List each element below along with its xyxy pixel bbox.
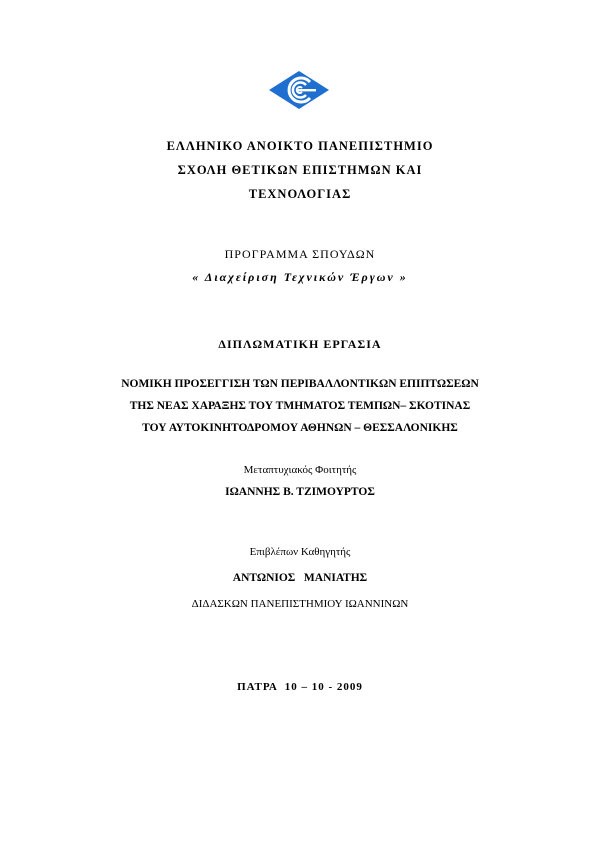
student-label: Μεταπτυχιακός Φοιτητής — [243, 464, 357, 476]
program-heading: ΠΡΟΓΡΑΜΜΑ ΣΠΟΥΔΩΝ — [224, 247, 376, 261]
university-logo-icon — [268, 70, 330, 110]
thesis-title-line3: ΤΟΥ ΑΥΤΟΚΙΝΗΤΟΔΡΟΜΟΥ ΑΘΗΝΩΝ – ΘΕΣΣΑΛΟΝΙΚΗΣ — [142, 422, 458, 434]
school-name-line2: ΤΕΧΝΟΛΟΓΙΑΣ — [248, 187, 352, 201]
school-name-line1: ΣΧΟΛΗ ΘΕΤΙΚΩΝ ΕΠΙΣΤΗΜΩΝ ΚΑΙ — [177, 163, 423, 177]
student-name: ΙΩΑΝΝΗΣ Β. ΤΖΙΜΟΥΡΤΟΣ — [225, 486, 375, 498]
thesis-title-line1: ΝΟΜΙΚΗ ΠΡΟΣΕΓΓΙΣΗ ΤΩΝ ΠΕΡΙΒΑΛΛΟΝΤΙΚΩΝ ΕΠΙΠΤΩΣΕΩΝ — [121, 378, 479, 390]
supervisor-affiliation: ΔΙΔΑΣΚΩΝ ΠΑΝΕΠΙΣΤΗΜΙΟΥ ΙΩΑΝΝΙΝΩΝ — [191, 598, 409, 610]
thesis-title-line2: ΤΗΣ ΝΕΑΣ ΧΑΡΑΞΗΣ ΤΟΥ ΤΜΗΜΑΤΟΣ ΤΕΜΠΩΝ– ΣΚΟΤΙΝΑΣ — [129, 400, 471, 412]
institution-name: ΕΛΛΗΝΙΚΟ ΑΝΟΙΚΤΟ ΠΑΝΕΠΙΣΤΗΜΙΟ — [166, 139, 434, 153]
place-date: ΠΑΤΡΑ 10 – 10 - 2009 — [237, 681, 363, 693]
program-name: « Διαχείριση Τεχνικών Έργων » — [192, 270, 408, 284]
supervisor-label: Επιβλέπων Καθηγητής — [249, 546, 351, 558]
supervisor-name: ΑΝΤΩΝΙΟΣ ΜΑΝΙΑΤΗΣ — [232, 572, 368, 584]
thesis-type: ΔΙΠΛΩΜΑΤΙΚΗ ΕΡΓΑΣΙΑ — [218, 337, 382, 351]
